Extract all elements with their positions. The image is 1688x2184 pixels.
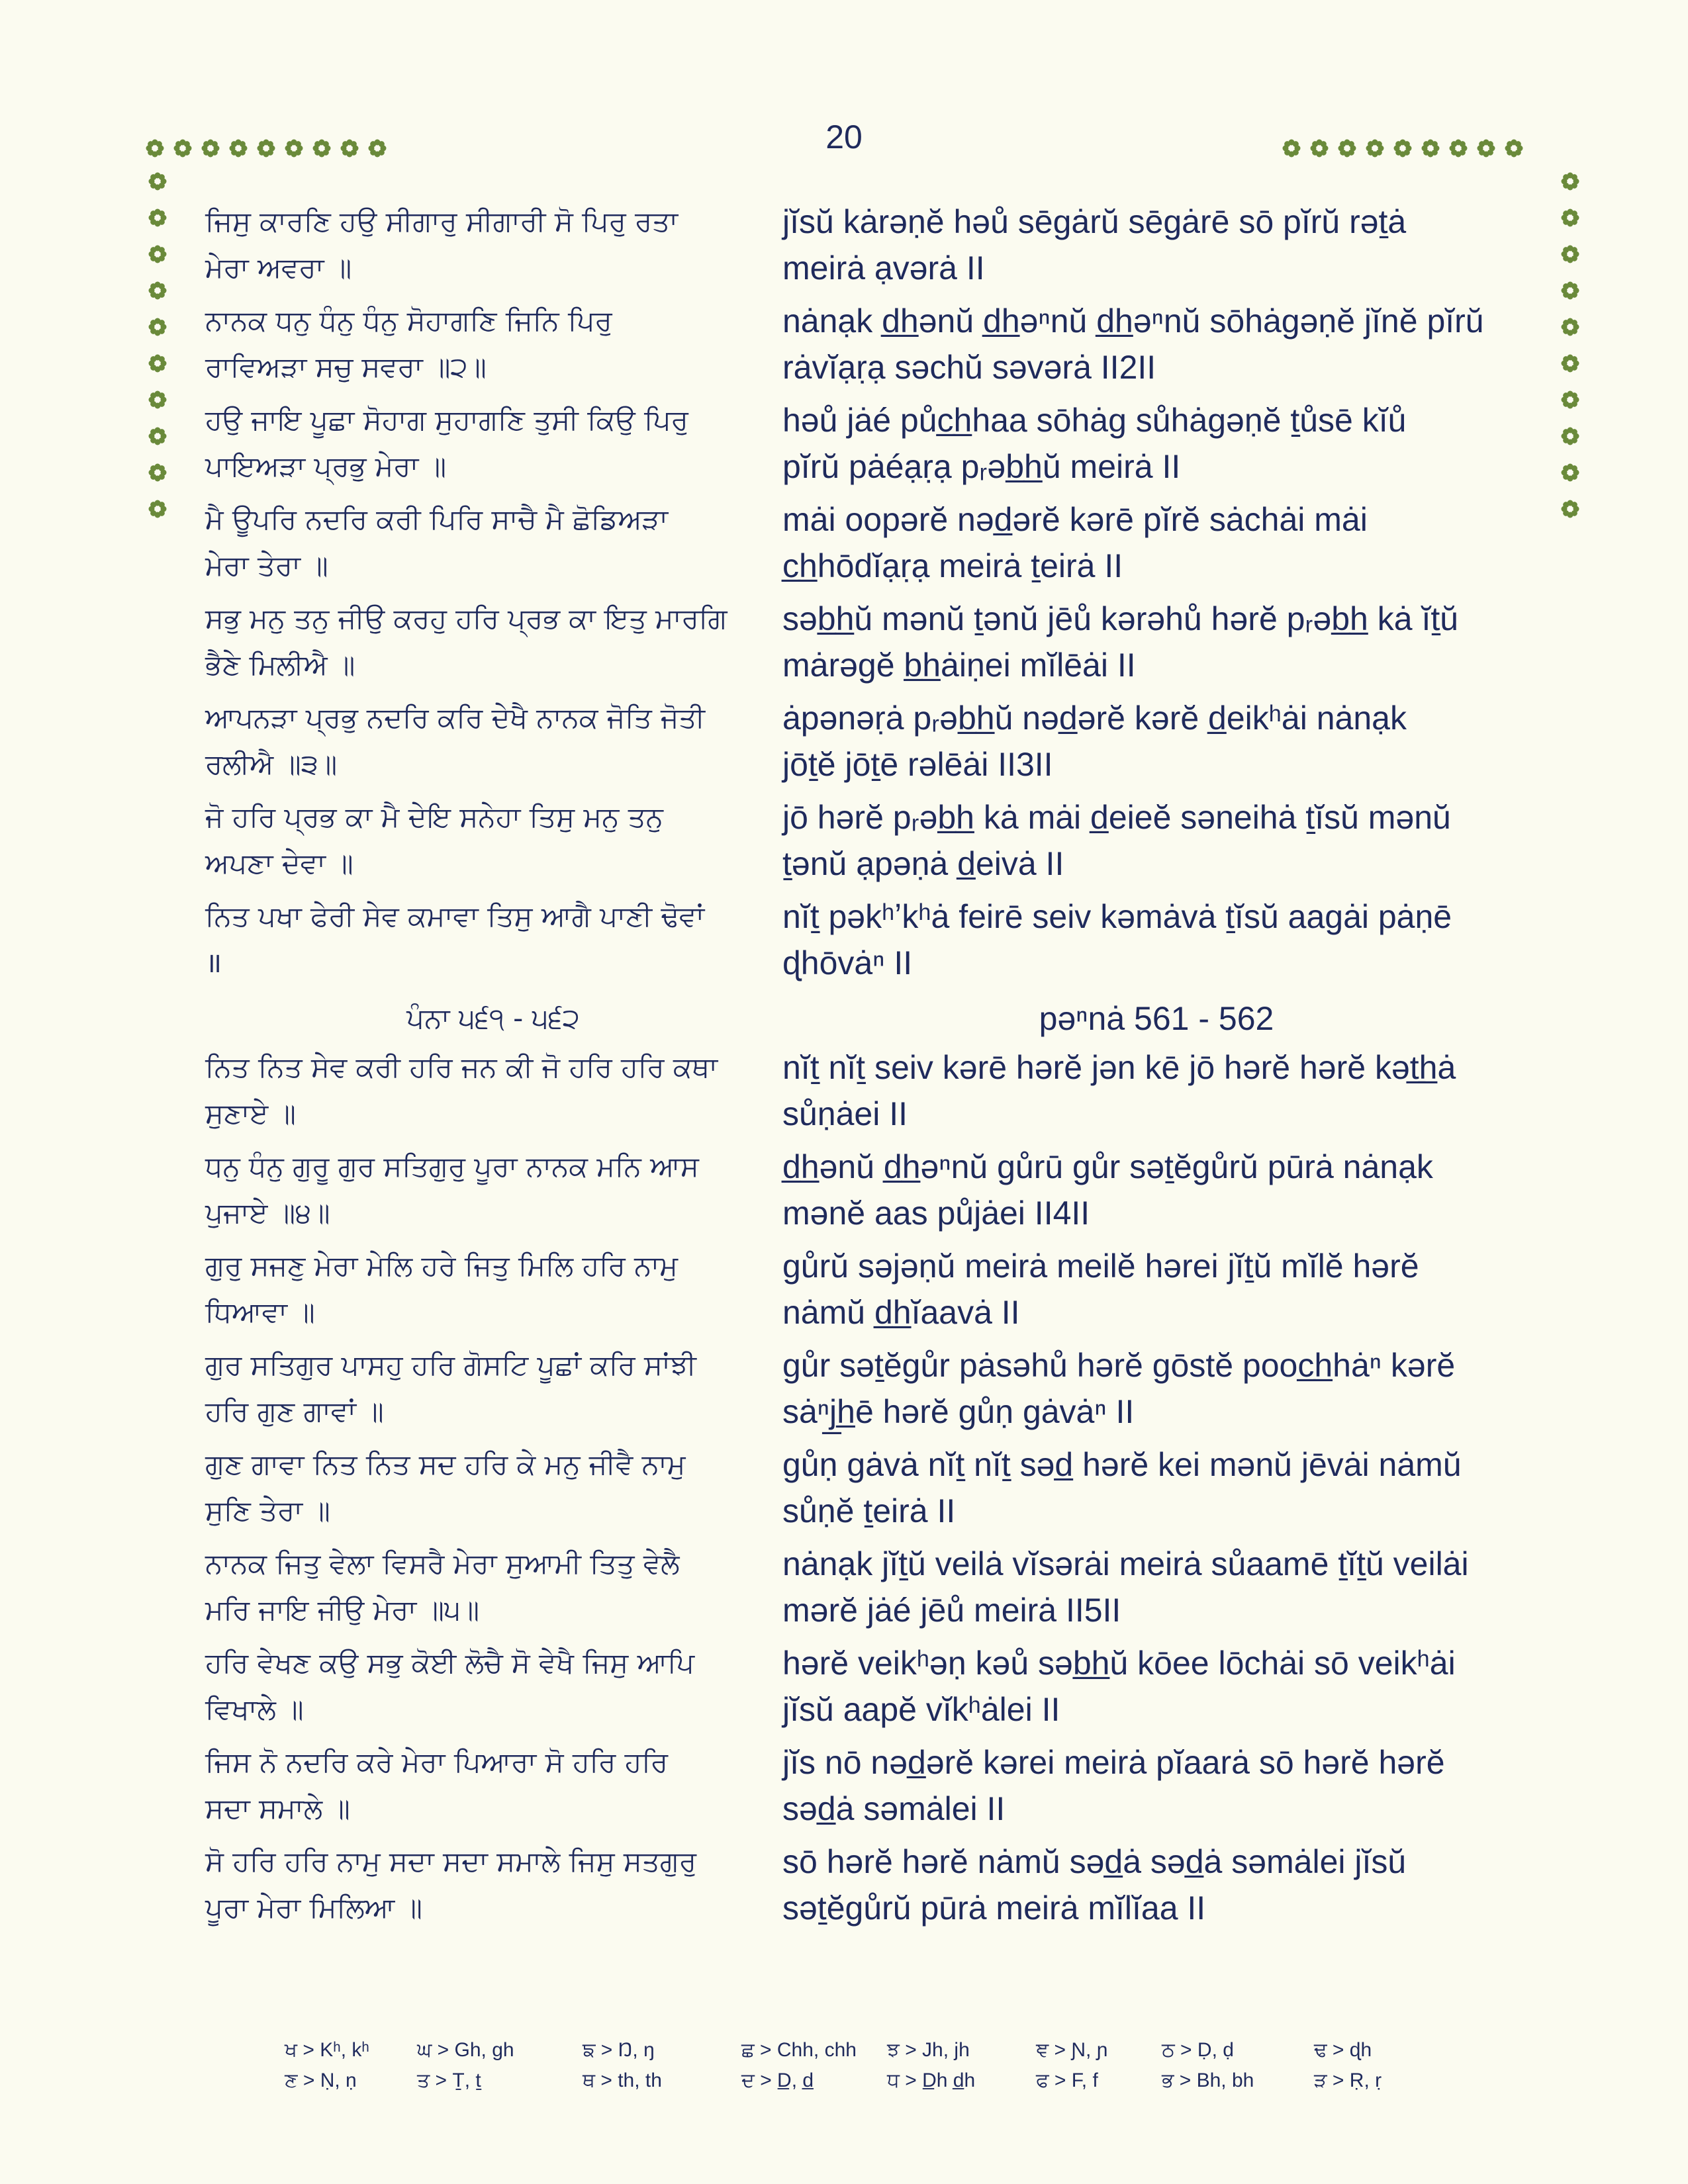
verse [205, 1144, 1542, 1236]
transliteration-line: ṯənŭ ạpəṇȧ d̲eivȧ II [782, 845, 1064, 882]
flower-ornament-icon [147, 353, 168, 374]
verse-line [205, 841, 1542, 887]
legend-item: ਭ > Bh, bh [1162, 2070, 1254, 2091]
flower-ornament-icon [1420, 138, 1441, 159]
verse [205, 1541, 1542, 1633]
verse [205, 1739, 1542, 1832]
legend-row [285, 2066, 1410, 2096]
flower-ornament-icon [228, 138, 249, 159]
flower-ornament-icon [1560, 498, 1581, 520]
verse-line [205, 397, 1542, 443]
top-left-ornament-row [144, 138, 388, 159]
gurmukhi-line: ਪੂਰਾ ਮੇਰਾ ਮਿਲਿਆ ॥ [205, 1891, 422, 1924]
gurmukhi-line: ਨਾਨਕ ਜਿਤੁ ਵੇਲਾ ਵਿਸਰੈ ਮੇਰਾ ਸੁਆਮੀ ਤਿਤੁ ਵੇਲੈ [205, 1547, 680, 1580]
legend-item: ਫ > F, f [1036, 2070, 1098, 2091]
verse-line [205, 1289, 1542, 1336]
legend-row [285, 2035, 1410, 2066]
gurmukhi-line: ਪਾਇਅੜਾ ਪ੍ਰਭੁ ਮੇਰਾ ॥ [205, 450, 447, 482]
left-ornament-column [147, 171, 168, 520]
transliteration-line: jĭsŭ aapĕ vĭkʰȧlei II [782, 1691, 1060, 1728]
transliteration-line: mənĕ aas půjȧei II4II [782, 1195, 1090, 1232]
section-heading-row [205, 993, 1542, 1044]
gurmukhi-line: ਪੁਜਾਏ ॥੪॥ [205, 1197, 330, 1229]
flower-ornament-icon [1392, 138, 1413, 159]
gurmukhi-line: ਗੁਣ ਗਾਵਾ ਨਿਤ ਨਿਤ ਸਦ ਹਰਿ ਕੇ ਮਨੁ ਜੀਵੈ ਨਾਮੁ [205, 1448, 686, 1480]
transliteration-line: gůr səṯĕgůr pȧsəhů hərĕ gōstĕ pooc̲h̲hȧⁿ kərĕ [782, 1347, 1456, 1384]
legend-item: ਤ > Ṯ, ṯ [417, 2070, 481, 2091]
legend-item: ਙ > Ŋ, ŋ [583, 2039, 655, 2061]
verse-line [205, 893, 1542, 940]
gurmukhi-line: ਆਪਨੜਾ ਪ੍ਰਭੁ ਨਦਰਿ ਕਰਿ ਦੇਖੈ ਨਾਨਕ ਜੋਤਿ ਜੋਤੀ [205, 702, 705, 734]
gurmukhi-line: ਨਿਤ ਪਖਾ ਫੇਰੀ ਸੇਵ ਕਮਾਵਾ ਤਿਸੁ ਆਗੈ ਪਾਣੀ ਢੋਵਾਂ [205, 900, 705, 933]
verse-line [205, 1190, 1542, 1236]
flower-ornament-icon [144, 138, 165, 159]
verse-line [205, 1739, 1542, 1786]
verse-columns [205, 199, 1542, 1938]
transliteration-line: mərĕ jȧé jēů meirȧ II5II [782, 1592, 1121, 1629]
gurmukhi-line: ॥ [205, 946, 222, 979]
verse-line [205, 741, 1542, 788]
legend-item: ਞ > Ɲ, ɲ [1036, 2039, 1108, 2061]
legend-item: ਠ > Ḍ, ḍ [1162, 2039, 1234, 2061]
verses-block-1 [205, 199, 1542, 986]
transliteration-line: hərĕ veikʰəṇ kəů səb̲h̲ŭ kōee lōchȧi sō veikʰȧi [782, 1645, 1456, 1682]
transliteration-line: mȧi oopərĕ nəd̲ərĕ kərē pĭrĕ sȧchȧi mȧi [782, 501, 1368, 538]
gurmukhi-line: ਧਨੁ ਧੰਨੁ ਗੁਰੂ ਗੁਰ ਸਤਿਗੁਰੁ ਪੂਰਾ ਨਾਨਕ ਮਨਿ ਆਸ [205, 1150, 699, 1183]
verse-line [205, 1091, 1542, 1137]
flower-ornament-icon [1560, 426, 1581, 447]
transliteration-line: jĭs nō nəd̲ərĕ kərei meirȧ pĭaarȧ sō hərĕ hərĕ [782, 1744, 1445, 1781]
flower-ornament-icon [147, 171, 168, 192]
gurmukhi-line: ਨਿਤ ਨਿਤ ਸੇਵ ਕਰੀ ਹਰਿ ਜਨ ਕੀ ਜੋ ਹਰਿ ਹਰਿ ਕਥਾ [205, 1051, 718, 1083]
verse [205, 1243, 1542, 1336]
gurmukhi-line: ਭੈਣੇ ਮਿਲੀਐ ॥ [205, 649, 355, 681]
verse-line [205, 695, 1542, 741]
transliteration-line: nȧnạk d̲h̲ənŭ d̲h̲əⁿnŭ d̲h̲əⁿnŭ sōhȧgəṇĕ jĭnĕ pĭrŭ [782, 302, 1484, 340]
transliteration-line: sō hərĕ hərĕ nȧmŭ səd̲ȧ səd̲ȧ səmȧlei jĭsŭ [782, 1843, 1407, 1880]
flower-ornament-icon [1560, 316, 1581, 338]
verse-line [205, 1488, 1542, 1534]
verse-line [205, 199, 1542, 245]
flower-ornament-icon [1309, 138, 1330, 159]
legend-item: ਣ > Ṇ, ṇ [285, 2070, 357, 2091]
flower-ornament-icon [1364, 138, 1385, 159]
verse-line [205, 298, 1542, 344]
verse-line [205, 1786, 1542, 1832]
verse-line [205, 1388, 1542, 1435]
flower-ornament-icon [1448, 138, 1469, 159]
gurmukhi-line: ਮੇਰਾ ਤੇਰਾ ॥ [205, 549, 328, 582]
gurmukhi-line: ਜਿਸੁ ਕਾਰਣਿ ਹਉ ਸੀਗਾਰੁ ਸੀਗਾਰੀ ਸੋ ਪਿਰੁ ਰਤਾ [205, 205, 679, 238]
verse [205, 199, 1542, 291]
transliteration-line: nĭṯ nĭṯ seiv kərē hərĕ jən kē jō hərĕ hərĕ kət̲h̲ȧ [782, 1049, 1456, 1086]
gurmukhi-line: ਹਰਿ ਵੇਖਣ ਕਉ ਸਭੁ ਕੋਈ ਲੋਚੈ ਸੋ ਵੇਖੈ ਜਿਸੁ ਆਪਿ [205, 1647, 694, 1679]
flower-ornament-icon [1476, 138, 1497, 159]
gurmukhi-line: ਵਿਖਾਲੇ ॥ [205, 1693, 304, 1725]
flower-ornament-icon [283, 138, 305, 159]
flower-ornament-icon [1560, 280, 1581, 301]
verse-line [205, 1686, 1542, 1733]
gurmukhi-line: ਸਭੁ ਮਨੁ ਤਨੁ ਜੀਉ ਕਰਹੁ ਹਰਿ ਪ੍ਰਭ ਕਾ ਇਤੁ ਮਾਰਗਿ [205, 602, 727, 635]
transliteration-line: jō hərĕ pᵣəb̲h̲ kȧ mȧi d̲eieĕ səneihȧ ṯĭsŭ mənŭ [782, 799, 1451, 836]
transliteration-line: c̲h̲hōdĭạṛạ meirȧ ṯeirȧ II [782, 547, 1123, 584]
transliteration-line: rȧvĭạṛạ səchŭ səvərȧ II2II [782, 349, 1156, 386]
flower-ornament-icon [147, 498, 168, 520]
gurmukhi-line: ਸੁਣਿ ਤੇਰਾ ॥ [205, 1494, 330, 1527]
legend-item: ੜ > Ṛ, ṛ [1314, 2070, 1382, 2091]
gurmukhi-line: ਮਰਿ ਜਾਇ ਜੀਉ ਮੇਰਾ ॥੫॥ [205, 1594, 480, 1626]
transliteration-line: sůṇȧei II [782, 1095, 908, 1132]
flower-ornament-icon [256, 138, 277, 159]
section-heading-translit: pəⁿnȧ 561 - 562 [1039, 1000, 1274, 1037]
verse-line [205, 1885, 1542, 1931]
verse [205, 893, 1542, 986]
verse [205, 1839, 1542, 1931]
verse-line [205, 940, 1542, 986]
transliteration-line: meirȧ ạvərȧ II [782, 250, 985, 287]
verse-line [205, 245, 1542, 291]
verses-block-2 [205, 1044, 1542, 1931]
gurmukhi-line: ਨਾਨਕ ਧਨੁ ਧੰਨੁ ਧੰਨੁ ਸੋਹਾਗਣਿ ਜਿਨਿ ਪਿਰੁ [205, 304, 612, 337]
legend-item: ਘ > Gh, gh [417, 2039, 514, 2061]
flower-ornament-icon [147, 426, 168, 447]
transliteration-line: ɖhōvȧⁿ II [782, 944, 913, 981]
transliteration-line: d̲h̲ənŭ d̲h̲əⁿnŭ gůrū gůr səṯĕgůrŭ pūrȧ nȧnạk [782, 1148, 1433, 1185]
gurmukhi-line: ਅਪਣਾ ਦੇਵਾ ॥ [205, 847, 353, 880]
gurmukhi-line: ਜਿਸ ਨੋ ਨਦਰਿ ਕਰੇ ਮੇਰਾ ਪਿਆਰਾ ਸੋ ਹਰਿ ਹਰਿ [205, 1746, 669, 1778]
flower-ornament-icon [1560, 207, 1581, 228]
transliteration-line: həů jȧé půc̲h̲haa sōhȧg sůhȧgəṇĕ ṯůsē kĭů [782, 402, 1407, 439]
page-number: 20 [825, 118, 863, 156]
verse-line [205, 1839, 1542, 1885]
transliteration-line: səb̲h̲ŭ mənŭ ṯənŭ jēů kərəhů hərĕ pᵣəb̲h̲ kȧ ĭṯŭ [782, 600, 1459, 637]
right-ornament-column [1560, 171, 1581, 520]
transliteration-line: səṯĕgůrŭ pūrȧ meirȧ mĭlĭaa II [782, 1889, 1206, 1927]
gurmukhi-line: ਹਰਿ ਗੁਣ ਗਾਵਾਂ ॥ [205, 1395, 384, 1428]
top-right-ornament-row [1281, 138, 1524, 159]
verse-line [205, 1640, 1542, 1686]
legend-item: ਥ > th, th [583, 2070, 662, 2091]
flower-ornament-icon [367, 138, 388, 159]
flower-ornament-icon [339, 138, 360, 159]
flower-ornament-icon [1281, 138, 1302, 159]
verse [205, 1640, 1542, 1733]
transliteration-line: ȧpənəṛȧ pᵣəb̲h̲ŭ nəd̲ərĕ kərĕ d̲eikʰȧi nȧnạk [782, 700, 1407, 737]
transliteration-line: sȧⁿj̲h̲ē hərĕ gůṇ gȧvȧⁿ II [782, 1393, 1135, 1430]
flower-ornament-icon [147, 316, 168, 338]
transliteration-line: nȧnạk jĭṯŭ veilȧ vĭsərȧi meirȧ sůaamē ṯĭṯŭ veilȧi [782, 1545, 1469, 1582]
verse-line [205, 794, 1542, 841]
verse-line [205, 1144, 1542, 1190]
verse-line [205, 543, 1542, 589]
flower-ornament-icon [311, 138, 332, 159]
gurmukhi-line: ਸੁਣਾਏ ॥ [205, 1097, 296, 1130]
flower-ornament-icon [147, 280, 168, 301]
verse-line [205, 1587, 1542, 1633]
verse [205, 695, 1542, 788]
verse [205, 1441, 1542, 1534]
transliteration-line: jĭsŭ kȧrəṇĕ həů sēgȧrŭ sēgȧrē sō pĭrŭ rəṯȧ [782, 203, 1407, 240]
transliteration-line: pĭrŭ pȧéạṛạ pᵣəb̲h̲ŭ meirȧ II [782, 448, 1181, 485]
flower-ornament-icon [147, 389, 168, 410]
flower-ornament-icon [1560, 171, 1581, 192]
gurmukhi-line: ਧਿਆਵਾ ॥ [205, 1296, 315, 1328]
verse-line [205, 596, 1542, 642]
verse [205, 298, 1542, 390]
flower-ornament-icon [1560, 389, 1581, 410]
verse-line [205, 496, 1542, 543]
gurmukhi-line: ਮੈ ਊਪਰਿ ਨਦਰਿ ਕਰੀ ਪਿਰਿ ਸਾਚੈ ਮੈ ਛੋਡਿਅੜਾ [205, 503, 669, 535]
gurmukhi-line: ਸਦਾ ਸਮਾਲੇ ॥ [205, 1792, 350, 1825]
verse-line [205, 1243, 1542, 1289]
verse [205, 1044, 1542, 1137]
flower-ornament-icon [1503, 138, 1524, 159]
legend-item: ਛ > Chh, chh [741, 2039, 857, 2061]
verse [205, 496, 1542, 589]
verse-line [205, 1044, 1542, 1091]
verse-line [205, 1541, 1542, 1587]
gurmukhi-line: ਗੁਰ ਸਤਿਗੁਰ ਪਾਸਹੁ ਹਰਿ ਗੋਸਟਿ ਪੂਛਾਂ ਕਰਿ ਸਾਂਝੀ [205, 1349, 696, 1381]
transliteration-line: gůṇ gȧvȧ nĭṯ nĭṯ səd̲ hərĕ kei mənŭ jēvȧi nȧmŭ [782, 1446, 1462, 1483]
gurmukhi-line: ਹਉ ਜਾਇ ਪੂਛਾ ਸੋਹਾਗ ਸੁਹਾਗਣਿ ਤੁਸੀ ਕਿਉ ਪਿਰੁ [205, 404, 688, 436]
legend-item: ਢ > ɖh [1314, 2039, 1372, 2061]
verse [205, 1342, 1542, 1435]
transliteration-line: mȧrəgĕ b̲h̲ȧiṇei mĭlēȧi II [782, 647, 1136, 684]
flower-ornament-icon [1560, 462, 1581, 483]
gurmukhi-line: ਰਲੀਐ ॥੩॥ [205, 748, 338, 780]
verse [205, 794, 1542, 887]
verse-line [205, 344, 1542, 390]
section-heading-gurmukhi: ਪੰਨਾ ੫੬੧ - ੫੬੨ [406, 1002, 580, 1034]
legend-item: ਖ > Kʰ, kʰ [285, 2039, 369, 2061]
flower-ornament-icon [172, 138, 193, 159]
gurmukhi-line: ਸੋ ਹਰਿ ਹਰਿ ਨਾਮੁ ਸਦਾ ਸਦਾ ਸਮਾਲੇ ਜਿਸੁ ਸਤਗੁਰੁ [205, 1845, 697, 1878]
flower-ornament-icon [147, 207, 168, 228]
flower-ornament-icon [1336, 138, 1358, 159]
flower-ornament-icon [1560, 244, 1581, 265]
transliteration-legend [285, 2035, 1410, 2096]
verse [205, 397, 1542, 490]
flower-ornament-icon [147, 244, 168, 265]
transliteration-line: nĭṯ pəkʰʼkʰȧ feirē seiv kəmȧvȧ ṯĭsŭ aagȧi pȧṇē [782, 898, 1452, 935]
verse-line [205, 642, 1542, 688]
flower-ornament-icon [200, 138, 221, 159]
transliteration-line: nȧmŭ d̲h̲ĭaavȧ II [782, 1294, 1020, 1331]
legend-item: ਧ > D̲h d̲h [887, 2070, 976, 2091]
gurmukhi-line: ਗੁਰੁ ਸਜਣੁ ਮੇਰਾ ਮੇਲਿ ਹਰੇ ਜਿਤੁ ਮਿਲਿ ਹਰਿ ਨਾਮੁ [205, 1250, 679, 1282]
transliteration-line: səd̲ȧ səmȧlei II [782, 1790, 1006, 1827]
flower-ornament-icon [147, 462, 168, 483]
flower-ornament-icon [1560, 353, 1581, 374]
verse-line [205, 1441, 1542, 1488]
gurmukhi-line: ਰਾਵਿਅੜਾ ਸਚੁ ਸਵਰਾ ॥੨॥ [205, 351, 487, 383]
verse-line [205, 443, 1542, 490]
verse-line [205, 1342, 1542, 1388]
transliteration-line: sůṇĕ ṯeirȧ II [782, 1492, 956, 1529]
gurmukhi-line: ਮੇਰਾ ਅਵਰਾ ॥ [205, 251, 352, 284]
transliteration-line: gůrŭ səjəṇŭ meirȧ meilĕ hərei jĭṯŭ mĭlĕ hərĕ [782, 1248, 1419, 1285]
legend-item: ਦ > D̲, d̲ [741, 2070, 814, 2091]
gurmukhi-line: ਜੋ ਹਰਿ ਪ੍ਰਭ ਕਾ ਮੈ ਦੇਇ ਸਨੇਹਾ ਤਿਸੁ ਮਨੁ ਤਨੁ [205, 801, 663, 833]
transliteration-line: jōṯĕ jōṯē rəlēȧi II3II [782, 746, 1053, 783]
verse [205, 596, 1542, 688]
legend-item: ਝ > Jh, jh [887, 2039, 970, 2061]
